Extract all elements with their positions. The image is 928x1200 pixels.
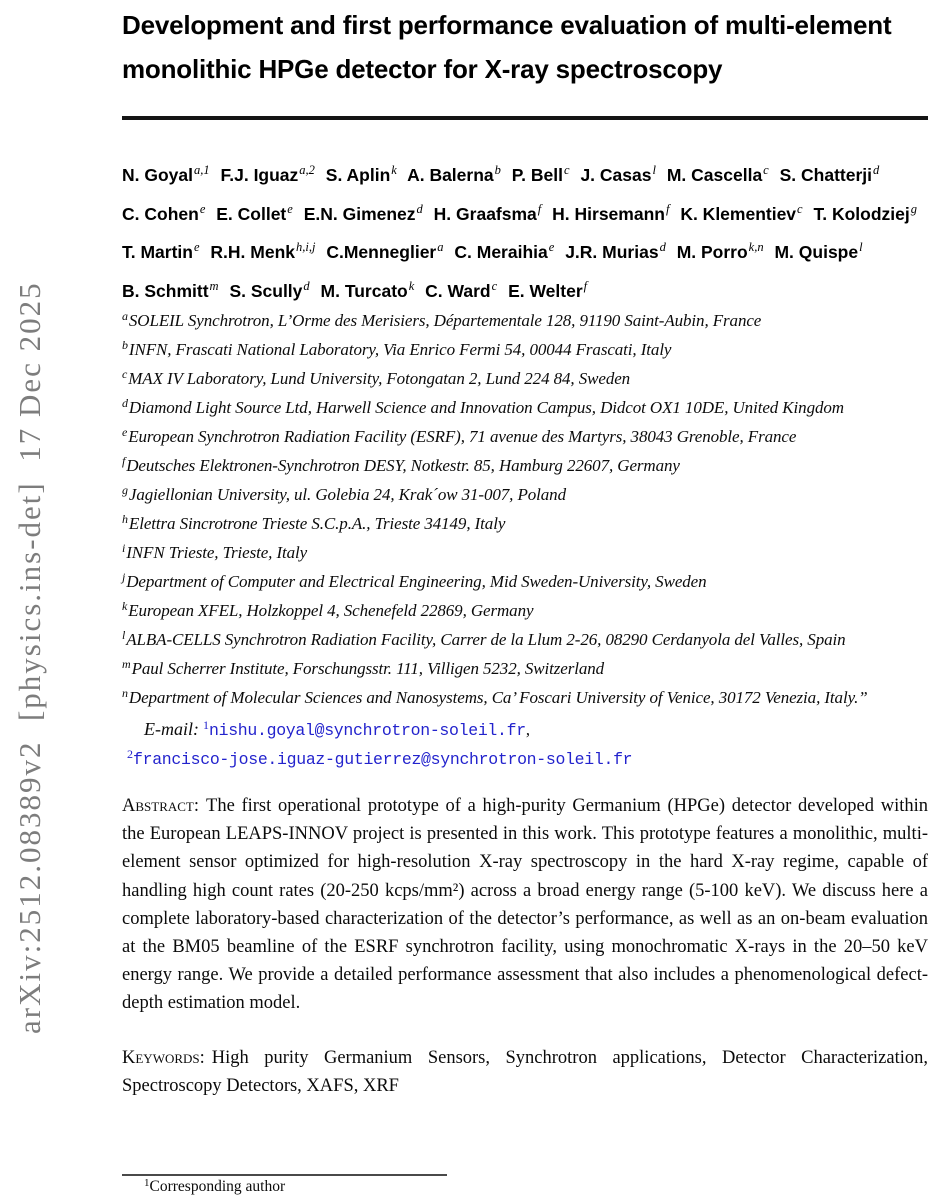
author (565, 242, 666, 262)
affiliation-sup: j (122, 570, 126, 584)
footnote-text: Corresponding author (149, 1178, 286, 1195)
author-affiliation-sup: k,n (748, 240, 764, 254)
author (774, 242, 862, 262)
author (216, 201, 293, 224)
affiliation-text: European XFEL, Holzkoppel 4, Schenefeld 22869, Germany (128, 601, 534, 620)
affiliation (122, 568, 928, 597)
affiliation-sup: f (122, 454, 126, 468)
affiliation-list (122, 307, 928, 713)
affiliation-text: Jagiellonian University, ul. Golebia 24, Krak´ow 31-007, Poland (128, 485, 566, 504)
affiliation (122, 510, 928, 539)
affiliation-text: European Synchrotron Radiation Facility (ESRF), 71 avenue des Martyrs, 38043 Grenoble, France (128, 427, 797, 446)
affiliation-text: Department of Computer and Electrical Engineering, Mid Sweden-University, Sweden (126, 572, 707, 591)
author (122, 201, 206, 224)
author-name: M. Quispe (774, 242, 859, 262)
abstract (122, 792, 928, 1018)
affiliation-sup: g (122, 483, 128, 497)
footnote-rule (122, 1174, 447, 1176)
author-name: E.N. Gimenez (303, 203, 416, 224)
affiliation-text: SOLEIL Synchrotron, L’Orme des Merisiers, Départementale 128, 91190 Saint-Aubin, France (128, 311, 762, 330)
paper-title: Development and first performance evaluation of multi-element monolithic HPGe detector for X-ray spectroscopy (122, 10, 892, 84)
title-rule (122, 116, 928, 120)
affiliation (122, 539, 928, 568)
author (122, 242, 200, 262)
author (813, 201, 917, 224)
author-name: J.R. Murias (565, 242, 659, 262)
author-name: M. Cascella (666, 165, 763, 185)
affiliation-text: Department of Molecular Sciences and Nanosystems, Ca’ Foscari University of Venice, 30172 Venezia, Italy.” (128, 688, 868, 707)
author (407, 165, 501, 185)
author (210, 242, 315, 262)
author-name: E. Collet (216, 203, 287, 224)
email-line (122, 745, 928, 774)
author-affiliation-sup: c (564, 163, 570, 177)
email-sup: 1 (202, 718, 209, 732)
author (677, 242, 764, 262)
affiliation-sup: h (122, 512, 128, 526)
author-name: E. Welter (508, 280, 583, 301)
affiliation-text: INFN, Frascati National Laboratory, Via Enrico Fermi 54, 00044 Frascati, Italy (128, 340, 672, 359)
author-affiliation-sup: f (583, 278, 588, 293)
author-name: M. Porro (676, 242, 748, 262)
author-name: S. Scully (229, 280, 303, 301)
author (303, 201, 423, 224)
email-label: E-mail: (144, 719, 199, 739)
author (122, 278, 219, 301)
author-affiliation-sup: d (416, 201, 423, 216)
email-block (122, 715, 928, 774)
corresponding-author-footnote (122, 1178, 928, 1196)
affiliation-sup: n (122, 686, 128, 700)
author-affiliation-sup: d (873, 163, 880, 177)
author-name: M. Turcato (320, 280, 408, 301)
author-affiliation-sup: k (408, 278, 415, 293)
author (454, 242, 554, 262)
author-affiliation-sup: d (659, 240, 666, 254)
author (326, 165, 397, 185)
affiliation-sup: b (122, 338, 128, 352)
author (326, 242, 443, 262)
author-name: T. Kolodziej (813, 203, 910, 224)
affiliation (122, 307, 928, 336)
author (320, 278, 415, 301)
author-name: H. Graafsma (433, 203, 537, 224)
author-name: S. Chatterji (779, 165, 872, 185)
affiliation (122, 597, 928, 626)
affiliation-sup: d (122, 396, 128, 410)
author-name: C.Menneglier (326, 242, 437, 262)
author-affiliation-sup: k (391, 163, 397, 177)
author-affiliation-sup: a,2 (299, 163, 315, 177)
author-name: S. Aplin (325, 165, 391, 185)
author (425, 278, 498, 301)
author-affiliation-sup: e (193, 240, 200, 254)
affiliation-sup: m (122, 657, 131, 671)
affiliation-sup: i (122, 541, 126, 555)
author (229, 278, 310, 301)
affiliation (122, 365, 928, 394)
affiliation-text: Deutsches Elektronen-Synchrotron DESY, Notkestr. 85, Hamburg 22607, Germany (126, 456, 680, 475)
author-name: T. Martin (122, 242, 193, 262)
author-affiliation-sup: e (548, 240, 555, 254)
abstract-label: Abstract: (122, 796, 200, 816)
affiliation (122, 423, 928, 452)
author-name: C. Ward (425, 280, 491, 301)
author-name: K. Klementiev (680, 203, 797, 224)
author-name: N. Goyal (122, 165, 193, 185)
affiliation-text: INFN Trieste, Trieste, Italy (126, 543, 308, 562)
affiliation (122, 655, 928, 684)
author-affiliation-sup: c (491, 278, 498, 293)
affiliation-text: MAX IV Laboratory, Lund University, Fotongatan 2, Lund 224 84, Sweden (128, 369, 631, 388)
author-name: C. Cohen (122, 203, 199, 224)
author-affiliation-sup: d (303, 278, 310, 293)
author-name: C. Meraihia (454, 242, 548, 262)
author (680, 201, 803, 224)
author (780, 165, 880, 185)
affiliation-sup: l (122, 628, 126, 642)
keywords-label: Keywords: (122, 1047, 205, 1068)
author-name: F.J. Iguaz (220, 165, 299, 185)
author (122, 165, 210, 185)
author (221, 165, 315, 185)
affiliation-sup: a (122, 309, 128, 323)
keywords-text: High purity Germanium Sensors, Synchrotron applications, Detector Characterization, Spectroscopy Detectors, XAFS, XRF (122, 1047, 928, 1096)
author (667, 165, 769, 185)
author-affiliation-sup: l (652, 163, 656, 177)
author-affiliation-sup: a (437, 240, 444, 254)
author (512, 165, 570, 185)
email-link[interactable]: nishu.goyal@synchrotron-soleil.fr (208, 721, 526, 740)
author-name: J. Casas (580, 165, 652, 185)
author-name: P. Bell (511, 165, 564, 185)
email-separator: , (525, 720, 530, 739)
author-affiliation-sup: c (797, 201, 803, 216)
email-line (122, 715, 928, 745)
author-affiliation-sup: g (910, 201, 917, 216)
author-affiliation-sup: f (665, 201, 670, 216)
author-affiliation-sup: m (209, 278, 219, 293)
affiliation (122, 626, 928, 655)
author-name: A. Balerna (407, 165, 494, 185)
keywords (122, 1044, 928, 1100)
affiliation-sup: e (122, 425, 128, 439)
paper-first-page (122, 0, 928, 1195)
affiliation-sup: k (122, 599, 128, 613)
author-affiliation-sup: e (287, 201, 293, 216)
author (508, 278, 588, 301)
affiliation-text: Elettra Sincrotrone Trieste S.C.p.A., Trieste 34149, Italy (128, 514, 506, 533)
email-sup: 2 (127, 747, 133, 761)
author (433, 201, 542, 224)
affiliation (122, 452, 928, 481)
author (580, 165, 656, 185)
author-affiliation-sup: f (537, 201, 542, 216)
author-name: H. Hirsemann (552, 203, 665, 224)
author-affiliation-sup: h,i,j (296, 240, 316, 254)
affiliation-sup: c (122, 367, 128, 381)
footnote-sup: 1 (144, 1177, 150, 1189)
author-affiliation-sup: l (859, 240, 863, 254)
author-affiliation-sup: a,1 (194, 163, 210, 177)
affiliation-text: ALBA-CELLS Synchrotron Radiation Facility, Carrer de la Llum 2-26, 08290 Cerdanyola del Valles, Spain (126, 630, 846, 649)
affiliation-text: Paul Scherrer Institute, Forschungsstr. 111, Villigen 5232, Switzerland (131, 659, 605, 678)
author-affiliation-sup: c (763, 163, 769, 177)
arxiv-watermark: arXiv:2512.08389v2 [physics.ins-det] 17 Dec 2025 (12, 281, 47, 1034)
affiliation (122, 684, 928, 713)
affiliation (122, 336, 928, 365)
abstract-text: The first operational prototype of a high-purity Germanium (HPGe) detector developed within the European LEAPS-INNOV project is presented in this work. This prototype features a monolithic, multi-element sensor optimized for high-resolution X-ray spectroscopy in the hard X-ray regime, capable of handling high count rates (20-250 kcps/mm²) across a broad energy range (5-100 keV). We discuss here a complete laboratory-based characterization of the detector’s performance, as well as an on-beam evaluation at the BM05 beamline of the ESRF synchrotron facility, using monochromatic X-rays in the 20–50 keV energy range. We provide a detailed performance assessment that also includes a phenomenological defect-depth estimation model. (122, 796, 928, 1014)
author-affiliation-sup: e (199, 201, 206, 216)
author-name: B. Schmitt (122, 280, 209, 301)
author (552, 201, 670, 224)
affiliation (122, 481, 928, 510)
affiliation-text: Diamond Light Source Ltd, Harwell Science and Innovation Campus, Didcot OX1 10DE, United Kingdom (128, 398, 844, 417)
author-list (122, 157, 928, 311)
author-name: R.H. Menk (210, 242, 296, 262)
affiliation (122, 394, 928, 423)
email-link[interactable]: francisco-jose.iguaz-gutierrez@synchrotron-soleil.fr (133, 750, 633, 769)
author-affiliation-sup: b (494, 163, 501, 177)
footnote-area (122, 1174, 928, 1196)
